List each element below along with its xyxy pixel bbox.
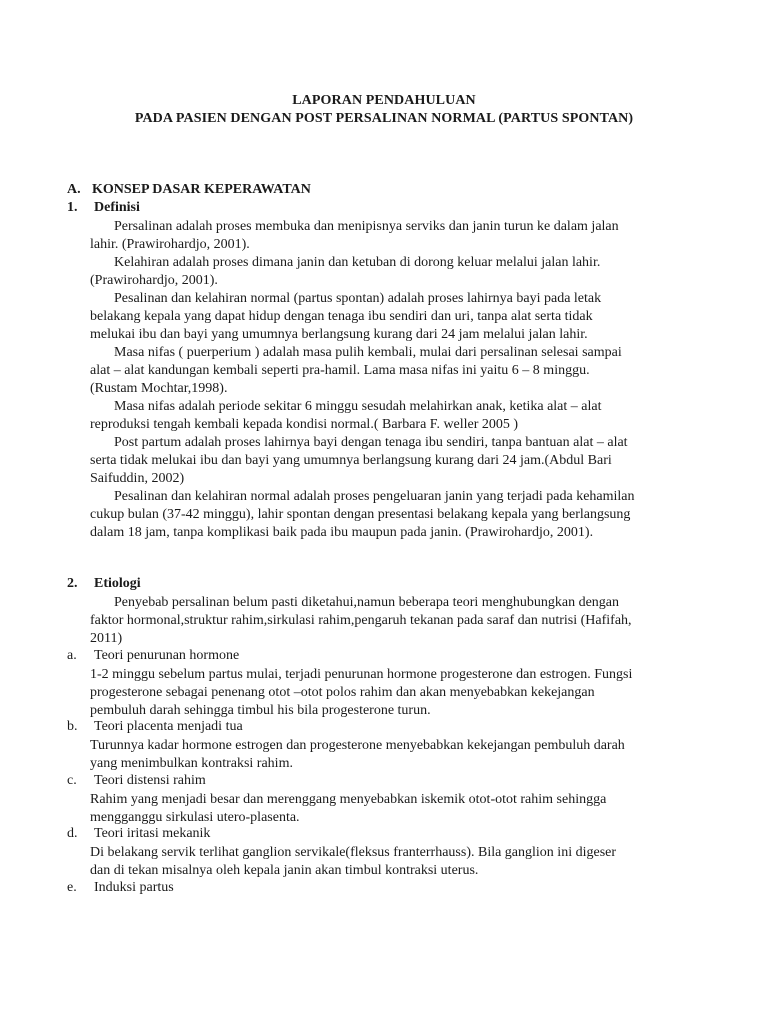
- definisi-line: melukai ibu dan bayi yang umumnya berlangsung kurang dari 24 jam melalui jalan lahir.: [90, 327, 588, 342]
- definisi-line: serta tidak melukai ibu dan bayi yang umumnya berlangsung kurang dari 24 jam.(Abdul Bari: [90, 453, 612, 468]
- etiologi-intro-line: faktor hormonal,struktur rahim,sirkulasi rahim,pengaruh tekanan pada saraf dan nutrisi (Hafifah,: [90, 613, 632, 628]
- etiologi-item-marker: c.: [67, 773, 77, 788]
- definisi-marker: 1.: [67, 200, 78, 215]
- etiologi-item-title: Teori penurunan hormone: [94, 648, 240, 663]
- definisi-line: Pesalinan dan kelahiran normal (partus spontan) adalah proses lahirnya bayi pada letak: [114, 291, 602, 306]
- definisi-line: Persalinan adalah proses membuka dan menipisnya serviks dan janin turun ke dalam jalan: [114, 219, 619, 234]
- etiologi-item-marker: d.: [67, 826, 78, 841]
- definisi-line: reproduksi tengah kembali kepada kondisi normal.( Barbara F. weller 2005 ): [90, 417, 519, 432]
- etiologi-heading: Etiologi: [94, 576, 141, 591]
- definisi-line: Masa nifas ( puerperium ) adalah masa pulih kembali, mulai dari persalinan selesai sampai: [114, 345, 622, 360]
- etiologi-intro-line: Penyebab persalinan belum pasti diketahui,namun beberapa teori menghubungkan dengan: [114, 595, 620, 610]
- etiologi-item-line: Di belakang servik terlihat ganglion servikale(fleksus franterrhauss). Bila ganglion ini digeser: [90, 845, 617, 860]
- etiologi-intro-line: 2011): [90, 631, 123, 646]
- definisi-line: Saifuddin, 2002): [90, 471, 185, 486]
- etiologi-item-title: Teori distensi rahim: [94, 773, 206, 788]
- definisi-heading: Definisi: [94, 200, 140, 215]
- etiologi-item-line: 1-2 minggu sebelum partus mulai, terjadi penurunan hormone progesterone dan estrogen. Fungsi: [90, 667, 633, 682]
- etiologi-item-title: Teori placenta menjadi tua: [94, 719, 243, 734]
- etiologi-item-line: pembuluh darah sehingga timbul his bila progesterone turun.: [90, 703, 431, 718]
- definisi-line: dalam 18 jam, tanpa komplikasi baik pada ibu maupun pada janin. (Prawirohardjo, 2001).: [90, 525, 594, 540]
- etiologi-item-title: Teori iritasi mekanik: [94, 826, 211, 841]
- etiologi-item-line: yang menimbulkan kontraksi rahim.: [90, 756, 293, 771]
- etiologi-item-line: mengganggu sirkulasi utero-plasenta.: [90, 810, 300, 825]
- definisi-line: lahir. (Prawirohardjo, 2001).: [90, 237, 250, 252]
- etiologi-item-marker: b.: [67, 719, 78, 734]
- document-subtitle: PADA PASIEN DENGAN POST PERSALINAN NORMAL (PARTUS SPONTAN): [134, 111, 634, 126]
- document-title: LAPORAN PENDAHULUAN: [292, 93, 476, 108]
- definisi-line: belakang kepala yang dapat hidup dengan tenaga ibu sendiri dan uri, tanpa alat serta tidak: [90, 309, 593, 324]
- definisi-line: alat – alat kandungan kembali seperti pra-hamil. Lama masa nifas ini yaitu 6 – 8 minggu.: [90, 363, 590, 378]
- etiologi-item-title: Induksi partus: [94, 880, 174, 895]
- section-a-heading: KONSEP DASAR KEPERAWATAN: [92, 182, 311, 197]
- etiologi-item-line: Rahim yang menjadi besar dan merenggang menyebabkan iskemik otot-otot rahim sehingga: [90, 792, 607, 807]
- etiologi-item-line: dan di tekan misalnya oleh kepala janin akan timbul kontraksi uterus.: [90, 863, 479, 878]
- section-a-marker: A.: [67, 182, 81, 197]
- definisi-line: Post partum adalah proses lahirnya bayi dengan tenaga ibu sendiri, tanpa bantuan alat – alat: [114, 435, 628, 450]
- definisi-line: Masa nifas adalah periode sekitar 6 minggu sesudah melahirkan anak, ketika alat – alat: [114, 399, 602, 414]
- definisi-line: (Prawirohardjo, 2001).: [90, 273, 218, 288]
- definisi-line: cukup bulan (37-42 minggu), lahir spontan dengan presentasi belakang kepala yang berlangsung: [90, 507, 631, 522]
- etiologi-marker: 2.: [67, 576, 78, 591]
- definisi-line: Kelahiran adalah proses dimana janin dan ketuban di dorong keluar melalui jalan lahir.: [114, 255, 601, 270]
- etiologi-item-line: Turunnya kadar hormone estrogen dan progesterone menyebabkan kekejangan pembuluh darah: [90, 738, 625, 753]
- etiologi-item-line: progesterone sebagai penenang otot –otot polos rahim dan akan menyebabkan kekejangan: [90, 685, 595, 700]
- definisi-line: Pesalinan dan kelahiran normal adalah proses pengeluaran janin yang terjadi pada kehamilan: [114, 489, 635, 504]
- etiologi-item-marker: e.: [67, 880, 77, 895]
- etiologi-item-marker: a.: [67, 648, 77, 663]
- definisi-line: (Rustam Mochtar,1998).: [90, 381, 228, 396]
